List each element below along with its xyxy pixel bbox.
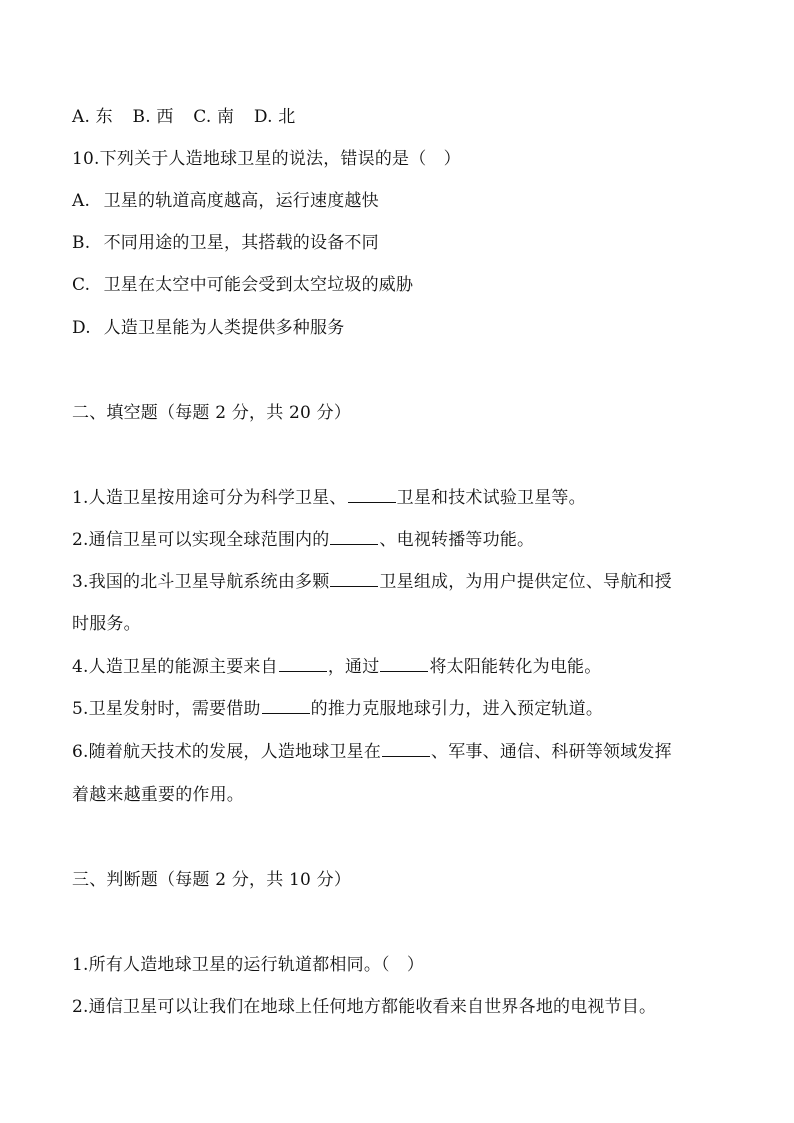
q9-choice-d: D. 北 [253, 107, 296, 127]
q10-stem: 10.下列关于人造地球卫星的说法，错误的是（ ） [72, 149, 461, 169]
fill-question-4 [72, 655, 601, 679]
answer-blank[interactable] [330, 528, 378, 545]
q10-option-c [72, 273, 413, 297]
q9-choice-a: A. 东 [72, 107, 113, 127]
option-label: D. [72, 318, 91, 338]
fill-question-6 [72, 740, 672, 764]
option-text: 卫星的轨道高度越高，运行速度越快 [103, 191, 379, 211]
question-text: 卫星组成，为用户提供定位、导航和授 [379, 572, 672, 592]
q10-option-b [72, 231, 379, 255]
answer-blank[interactable] [348, 486, 396, 503]
fill-question-3 [72, 570, 672, 594]
answer-blank[interactable] [262, 697, 310, 714]
question-text: 的推力克服地球引力，进入预定轨道。 [310, 699, 604, 719]
q10-option-a [72, 189, 379, 213]
option-label: B. [72, 233, 91, 253]
question-text: 卫星和技术试验卫星等。 [396, 488, 586, 508]
question-text: 4.人造卫星的能源主要来自 [72, 657, 278, 677]
judge-question-1: 1.所有人造地球卫星的运行轨道都相同。（ ） [72, 955, 425, 975]
fill-question-1 [72, 486, 586, 510]
option-text: 卫星在太空中可能会受到太空垃圾的威胁 [103, 275, 414, 295]
question-text: 3.我国的北斗卫星导航系统由多颗 [72, 572, 330, 592]
section3-title: 三、判断题（每题 2 分，共 10 分） [72, 870, 352, 890]
option-text: 人造卫星能为人类提供多种服务 [103, 318, 345, 338]
question-text: 、电视转播等功能。 [379, 530, 535, 550]
q9-choice-c: C. 南 [193, 107, 235, 127]
q10-option-d [72, 316, 344, 340]
fill-question-3-continued: 时服务。 [72, 614, 141, 634]
q9-choice-b: B. 西 [132, 107, 174, 127]
question-text: 2.通信卫星可以实现全球范围内的 [72, 530, 330, 550]
question-text: 5.卫星发射时，需要借助 [72, 699, 261, 719]
question-text: 6.随着航天技术的发展，人造地球卫星在 [72, 742, 382, 762]
question-text: 1.人造卫星按用途可分为科学卫星、 [72, 488, 347, 508]
answer-blank[interactable] [380, 655, 428, 672]
answer-blank[interactable] [279, 655, 327, 672]
question-text: 将太阳能转化为电能。 [429, 657, 602, 677]
answer-blank[interactable] [330, 570, 378, 587]
option-label: A. [72, 191, 91, 211]
judge-question-2: 2.通信卫星可以让我们在地球上任何地方都能收看来自世界各地的电视节目。 [72, 997, 657, 1017]
fill-question-2 [72, 528, 534, 552]
question-text: 、军事、通信、科研等领域发挥 [431, 742, 672, 762]
fill-question-5 [72, 697, 603, 721]
option-text: 不同用途的卫星，其搭载的设备不同 [103, 233, 379, 253]
section2-title: 二、填空题（每题 2 分，共 20 分） [72, 403, 352, 423]
question-text: ，通过 [327, 657, 380, 677]
fill-question-6-continued: 着越来越重要的作用。 [72, 785, 244, 805]
option-label: C. [72, 275, 91, 295]
answer-blank[interactable] [382, 740, 430, 757]
q9-choices [72, 105, 309, 129]
